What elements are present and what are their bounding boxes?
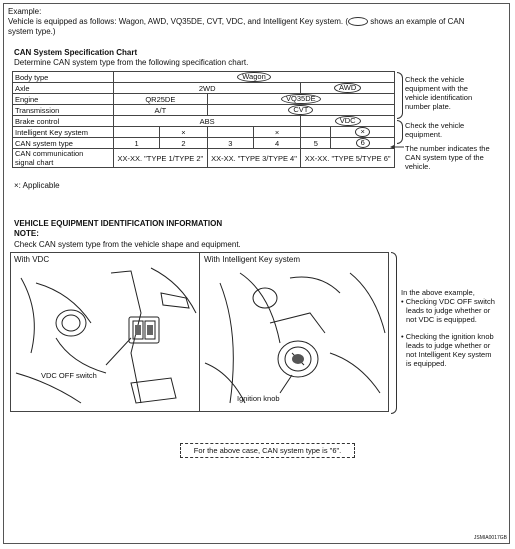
figure-id: JSMIA0017GB (473, 535, 507, 541)
row-label-signal-1: CAN communication (15, 149, 84, 158)
can-type-2: 2 (160, 138, 207, 149)
can-spec-table (12, 71, 395, 168)
brake-abs: ABS (114, 116, 301, 127)
table-row (13, 105, 395, 116)
intro-text (8, 17, 465, 27)
panel1-title: With VDC (14, 255, 50, 264)
equipment-title: VEHICLE EQUIPMENT IDENTIFICATION INFORMATION (14, 219, 223, 228)
side-note-2-line: equipment. (405, 130, 443, 139)
side-note-3-line: CAN system type of the (405, 153, 484, 162)
example-oval-icon (348, 17, 368, 26)
side-note-1-line: vehicle identification (405, 93, 473, 102)
side-bullet-2-line: leads to judge whether or (406, 341, 491, 350)
can-type-5: 5 (301, 138, 331, 149)
body-type-value: Wagon (237, 72, 271, 82)
ikey-mark-1 (114, 127, 160, 138)
spec-chart-title: CAN System Specification Chart (14, 48, 138, 57)
brace-equipment (397, 120, 403, 144)
signal-chart-5-6: XX-XX. "TYPE 5/TYPE 6" (301, 149, 395, 168)
vdc-dashboard-illustration (11, 253, 200, 412)
vdc-photo-panel (10, 252, 200, 412)
brake-vdc: VDC (335, 116, 361, 126)
signal-chart-3-4: XX-XX. "TYPE 3/TYPE 4" (207, 149, 301, 168)
table-row (13, 116, 395, 127)
can-type-3: 3 (207, 138, 253, 149)
side-bullet-1-line: • Checking VDC OFF switch (401, 297, 495, 306)
brace-panels (391, 252, 397, 414)
table-row (13, 149, 395, 168)
engine-vq35de: VQ35DE (281, 94, 321, 104)
example-label: Example: (8, 7, 42, 16)
side-bullet-2-line: • Checking the ignition knob (401, 332, 494, 341)
side-note-3 (405, 144, 490, 171)
side-intro: In the above example, (401, 288, 475, 297)
side-bullet-2-line: not Intelligent Key system (406, 350, 492, 359)
side-note-1-line: Check the vehicle (405, 75, 465, 84)
spec-chart-subtitle: Determine CAN system type from the following specification chart. (14, 58, 249, 67)
side-note-3-line: vehicle. (405, 162, 431, 171)
table-row (13, 127, 395, 138)
note-label: NOTE: (14, 229, 39, 238)
side-note-2 (405, 121, 464, 139)
arrow-left-icon (390, 144, 405, 150)
transmission-at: A/T (114, 105, 208, 116)
row-label-engine: Engine (13, 94, 114, 105)
row-label-ikey: Intelligent Key system (13, 127, 114, 138)
row-label-brake: Brake control (13, 116, 114, 127)
table-row (13, 83, 395, 94)
ignition-knob-label: Ignition knob (237, 394, 280, 403)
ikey-mark-4: × (253, 127, 300, 138)
side-note-1 (405, 75, 472, 111)
axle-awd: AWD (334, 83, 361, 93)
table-row (13, 138, 395, 149)
applicable-legend: ×: Applicable (14, 181, 60, 190)
ikey-photo-panel (199, 252, 389, 412)
conclusion-box: For the above case, CAN system type is "6". (180, 443, 355, 458)
engine-qr25de: QR25DE (114, 94, 208, 105)
table-row (13, 72, 395, 83)
transmission-cvt: CVT (288, 105, 313, 115)
ikey-mark-3 (207, 127, 253, 138)
side-bullet-2-line: is equipped. (406, 359, 447, 368)
row-label-signal-2: signal chart (15, 158, 54, 167)
equipment-side-text (401, 288, 495, 368)
can-type-6: 6 (356, 138, 370, 148)
vdc-off-switch-label: VDC OFF switch (41, 371, 97, 380)
intro-line2: system type.) (8, 27, 56, 36)
brace-vehicle-id (397, 72, 403, 119)
side-note-1-line: number plate. (405, 102, 451, 111)
row-label-can-type: CAN system type (13, 138, 114, 149)
intro-line1: Vehicle is equipped as follows: Wagon, AWD, VQ35DE, CVT, VDC, and Intelligent Key system. ( (8, 17, 349, 26)
row-label-transmission: Transmission (13, 105, 114, 116)
ignition-illustration (200, 253, 389, 412)
ikey-mark-6: × (355, 127, 369, 137)
side-bullet-1-line: leads to judge whether or (406, 306, 491, 315)
row-label-axle: Axle (13, 83, 114, 94)
side-bullet-1-line: not VDC is equipped. (406, 315, 477, 324)
note-text: Check CAN system type from the vehicle shape and equipment. (14, 240, 241, 249)
row-label-body-type: Body type (13, 72, 114, 83)
panel2-title: With Intelligent Key system (204, 255, 301, 264)
signal-chart-1-2: XX-XX. "TYPE 1/TYPE 2" (114, 149, 208, 168)
intro-line1-end: shows an example of CAN (370, 17, 465, 26)
axle-2wd: 2WD (114, 83, 301, 94)
ikey-mark-5 (301, 127, 331, 138)
can-type-4: 4 (253, 138, 300, 149)
side-note-3-line: The number indicates the (405, 144, 490, 153)
can-type-1: 1 (114, 138, 160, 149)
ikey-mark-2: × (160, 127, 207, 138)
table-row (13, 94, 395, 105)
side-note-1-line: equipment with the (405, 84, 468, 93)
side-note-2-line: Check the vehicle (405, 121, 465, 130)
